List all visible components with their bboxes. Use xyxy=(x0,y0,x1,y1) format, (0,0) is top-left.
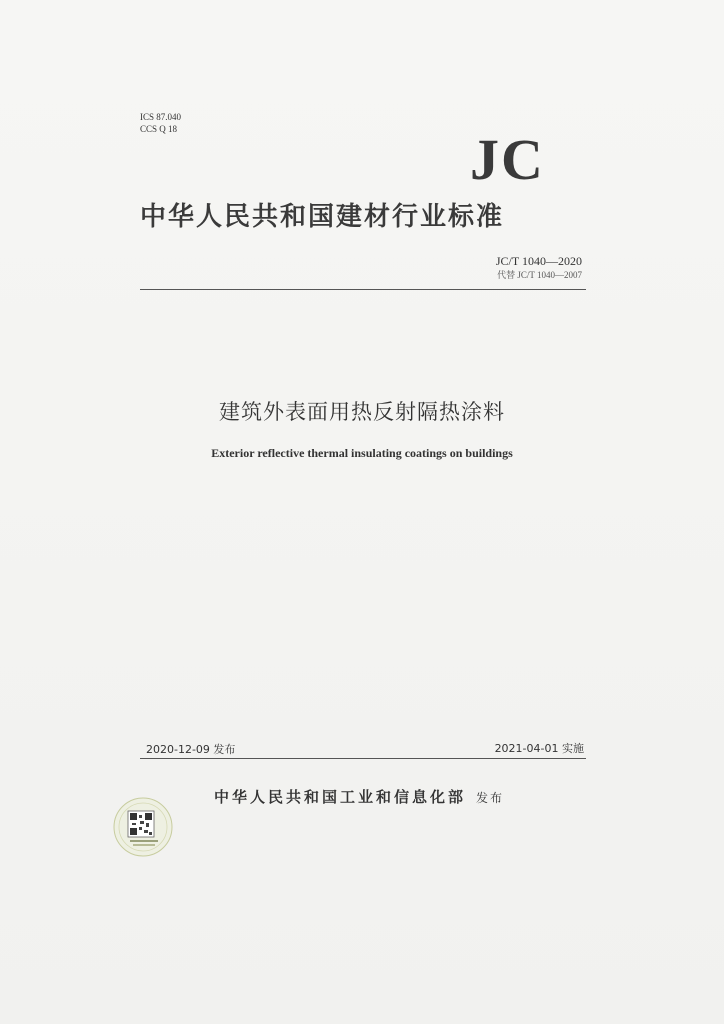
header-divider xyxy=(140,289,586,290)
jc-logo: JC xyxy=(470,127,545,192)
replaces-note: 代替 JC/T 1040—2007 xyxy=(497,270,582,280)
issuer-line xyxy=(214,786,504,807)
ics-code: ICS 87.040 xyxy=(140,112,182,122)
standard-type-heading: 中华人民共和国建材行业标准 xyxy=(140,202,505,232)
standard-number: JC/T 1040—2020 xyxy=(495,254,582,268)
document-title-cn: 建筑外表面用热反射隔热涂料 xyxy=(219,400,505,424)
issuer-verb: 发布 xyxy=(476,791,505,805)
issuer-name: 中华人民共和国工业和信息化部 xyxy=(214,788,467,806)
ccs-code: CCS Q 18 xyxy=(140,124,178,134)
issue-date: 2020-12-09 发布 xyxy=(146,743,236,756)
qr-stamp-icon xyxy=(112,796,174,858)
classification-codes xyxy=(140,111,181,135)
document-title-en: Exterior reflective thermal insulating coatings on buildings xyxy=(211,446,513,460)
footer-divider xyxy=(140,758,586,759)
implementation-date: 2021-04-01 实施 xyxy=(494,742,584,755)
